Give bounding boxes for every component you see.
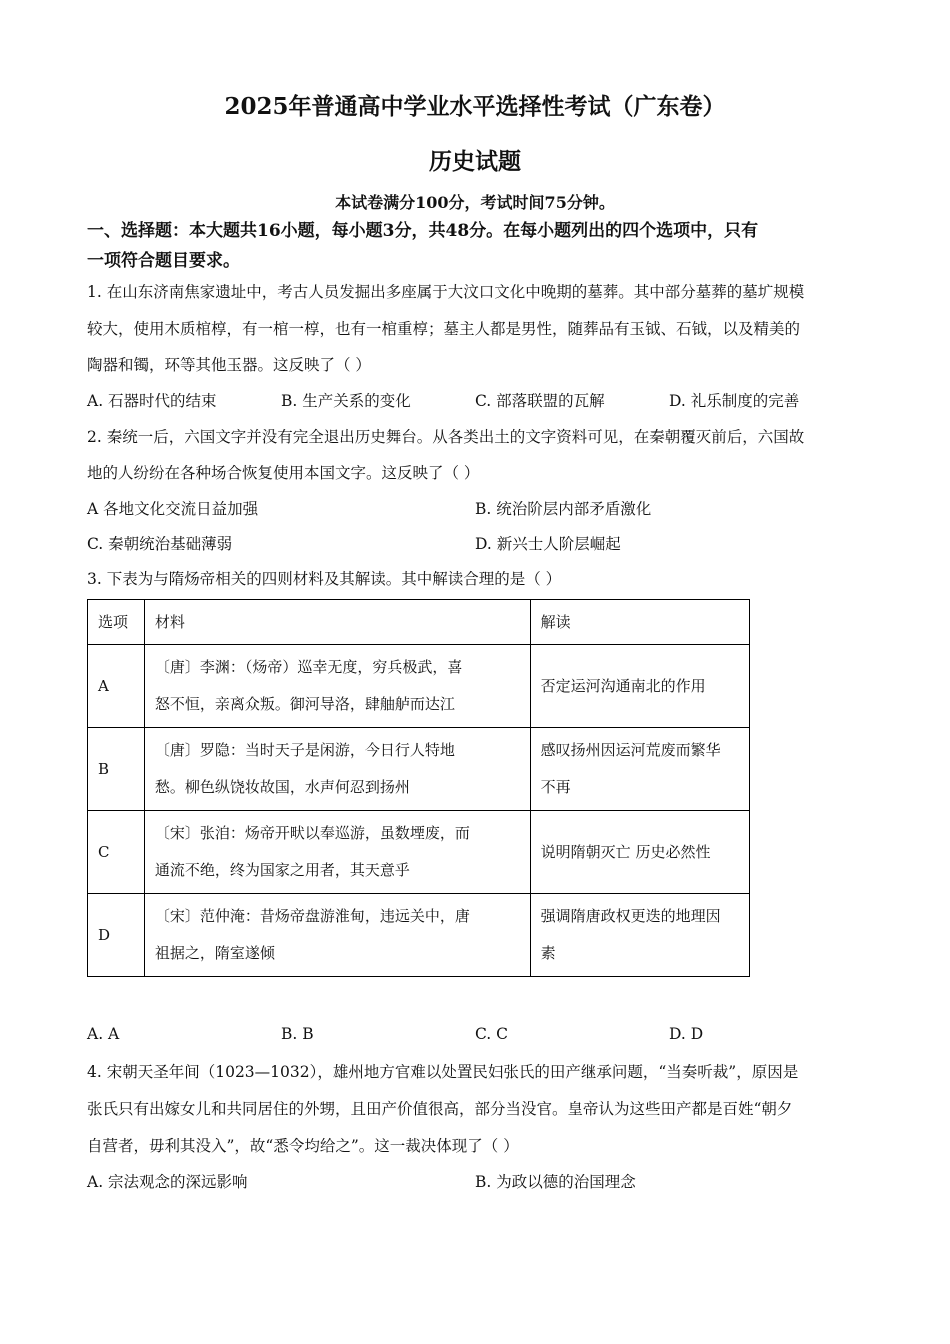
q1-stem-line: 1. 在山东济南焦家遗址中，考古人员发掘出多座属于大汶口文化中晚期的墓葬。其中部分墓葬的墓圹规模 [87, 283, 805, 301]
section-heading [87, 216, 862, 276]
q4-option-b[interactable]: B. 为政以德的治国理念 [475, 1173, 636, 1191]
q2-option-a[interactable]: A 各地文化交流日益加强 [87, 500, 259, 518]
q1-option-a[interactable]: A. 石器时代的结束 [87, 392, 217, 410]
table-row [88, 811, 750, 894]
option-key-cell: C [88, 811, 145, 894]
material-cell [144, 728, 530, 811]
q4-stem-line: 4. 宋朝天圣年间（1023—1032），雄州地方官难以处置民妇张氏的田产继承问题，“当奏听裁”，原因是 [87, 1063, 799, 1081]
material-line: 祖据之，隋室遂倾 [154, 944, 275, 962]
q3-stem: 3. 下表为与隋炀帝相关的四则材料及其解读。其中解读合理的是（ ） [87, 570, 562, 588]
reading-cell [530, 728, 749, 811]
material-cell [144, 811, 530, 894]
material-line: 〔唐〕李渊：（炀帝）巡幸无度，穷兵极武，喜 [154, 658, 463, 676]
q3-option-b[interactable]: B. B [281, 1025, 314, 1043]
q3-option-a[interactable]: A. A [87, 1025, 120, 1043]
q4-stem-line: 自营者，毋利其没入”，故“悉令均给之”。这一裁决体现了（ ） [87, 1137, 519, 1155]
reading-line: 感叹扬州因运河荒废而繁华 [540, 741, 721, 759]
material-line: 怒不恒，亲离众叛。御河导洛，肆舳舻而达江 [154, 695, 455, 713]
table-header-row [88, 600, 750, 645]
material-line: 〔唐〕罗隐：当时天子是闲游，今日行人特地 [154, 741, 455, 759]
q3-material-table [87, 599, 750, 977]
reading-line: 否定运河沟通南北的作用 [540, 676, 706, 695]
table-row [88, 728, 750, 811]
q3-option-c[interactable]: C. C [475, 1025, 509, 1043]
table-row [88, 894, 750, 977]
reading-cell [530, 811, 749, 894]
q4-stem-line: 张氏只有出嫁女儿和共同居住的外甥，且田产价值很高，部分当没官。皇帝认为这些田产都是百姓“朝夕 [87, 1100, 793, 1118]
q2-stem-line: 2. 秦统一后，六国文字并没有完全退出历史舞台。从各类出土的文字资料可见，在秦朝覆灭前后，六国故 [87, 428, 805, 446]
reading-cell [530, 894, 749, 977]
material-line: 通流不绝，终为国家之用者，其天意乎 [154, 861, 410, 879]
q2-option-d[interactable]: D. 新兴士人阶层崛起 [475, 535, 621, 553]
section-heading-line: 一项符合题目要求。 [87, 251, 240, 271]
reading-line: 不再 [540, 778, 571, 796]
section-heading-line: 一、选择题：本大题共16小题，每小题3分，共48分。在每小题列出的四个选项中，只有 [87, 221, 759, 241]
q1-stem-line: 陶器和镯，环等其他玉器。这反映了（ ） [87, 356, 371, 374]
material-cell [144, 645, 530, 728]
header-cell: 解读 [530, 600, 749, 645]
option-key-cell: B [88, 728, 145, 811]
reading-line: 强调隋唐政权更迭的地理因 [540, 907, 721, 925]
reading-line: 说明隋朝灭亡 历史必然性 [540, 842, 711, 861]
material-line: 〔宋〕张洎：炀帝开畎以奉巡游，虽数堙废，而 [154, 824, 470, 842]
q3-option-d[interactable]: D. D [669, 1025, 704, 1043]
exam-title: 2025年普通高中学业水平选择性考试（广东卷） [224, 93, 726, 120]
q1-stem-line: 较大，使用木质棺椁，有一棺一椁，也有一棺重椁；墓主人都是男性，随葬品有玉钺、石钺，以及精美的 [87, 320, 801, 338]
material-line: 愁。柳色纵饶妆故国，水声何忍到扬州 [154, 778, 410, 796]
q2-option-c[interactable]: C. 秦朝统治基础薄弱 [87, 535, 233, 553]
header-cell: 选项 [88, 600, 145, 645]
option-key-cell: A [88, 645, 145, 728]
header-cell: 材料 [144, 600, 530, 645]
subject-title: 历史试题 [429, 148, 521, 175]
q1-option-b[interactable]: B. 生产关系的变化 [281, 392, 411, 410]
exam-note: 本试卷满分100分，考试时间75分钟。 [335, 193, 615, 212]
material-cell [144, 894, 530, 977]
option-key-cell: D [88, 894, 145, 977]
reading-line: 素 [540, 944, 556, 962]
material-line: 〔宋〕范仲淹：昔炀帝盘游淮甸，违远关中，唐 [154, 907, 470, 925]
q2-option-b[interactable]: B. 统治阶层内部矛盾激化 [475, 500, 652, 518]
q4-option-a[interactable]: A. 宗法观念的深远影响 [87, 1173, 248, 1191]
table-row [88, 645, 750, 728]
q2-stem-line: 地的人纷纷在各种场合恢复使用本国文字。这反映了（ ） [87, 464, 480, 482]
q1-option-d[interactable]: D. 礼乐制度的完善 [669, 392, 800, 410]
reading-cell [530, 645, 749, 728]
q1-option-c[interactable]: C. 部落联盟的瓦解 [475, 392, 605, 410]
